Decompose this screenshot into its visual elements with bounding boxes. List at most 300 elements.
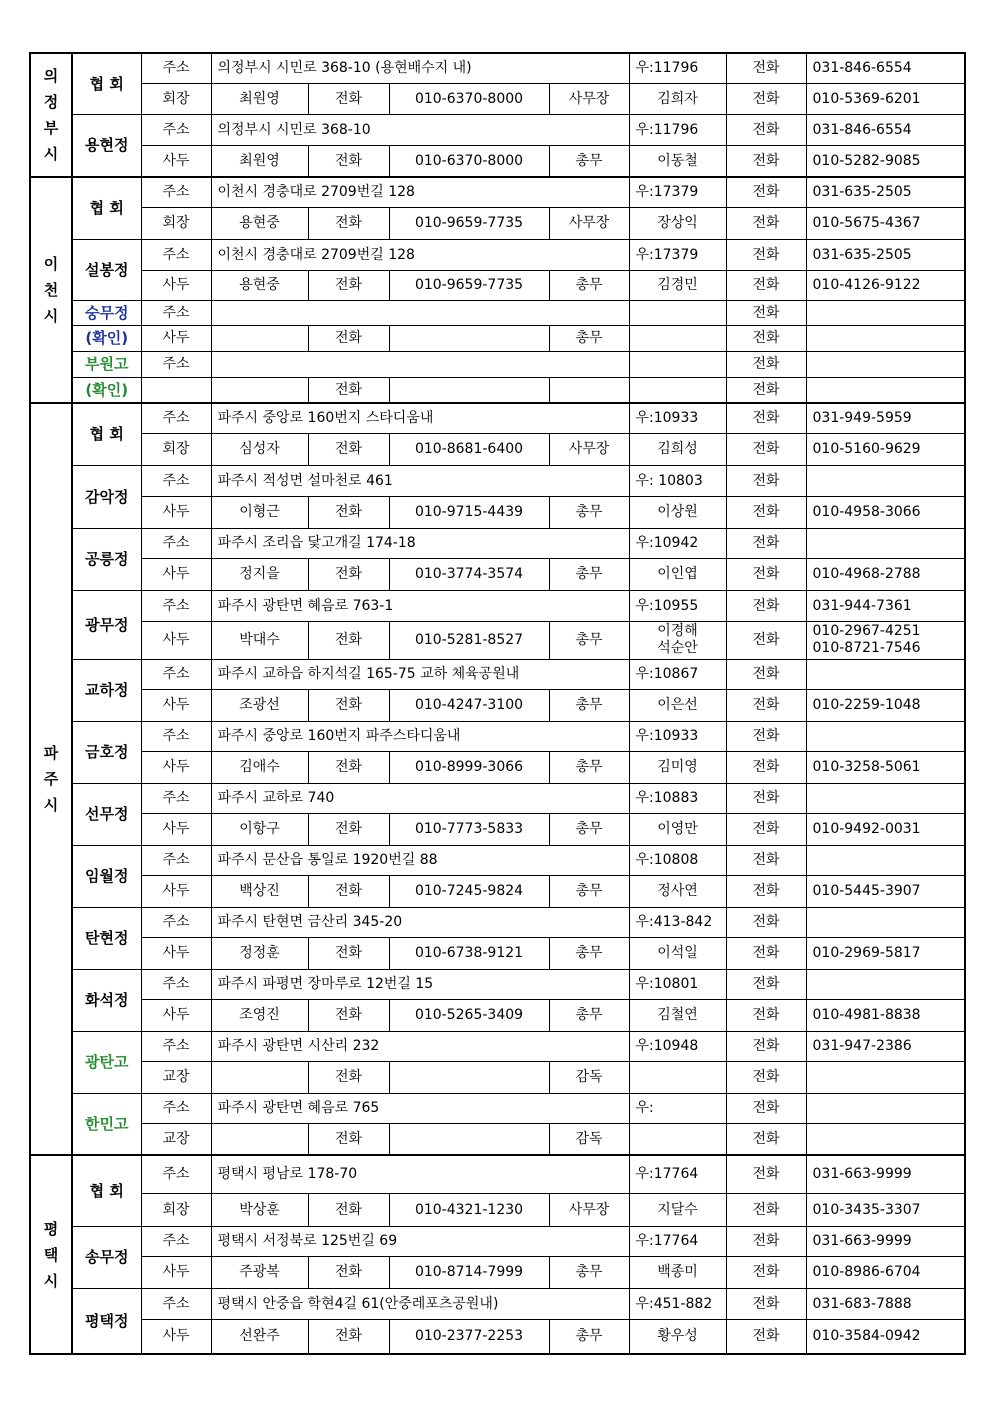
- phone-label: 전화: [726, 377, 806, 403]
- phone-label: 전화: [308, 1061, 389, 1093]
- address-label: 주소: [141, 1093, 211, 1123]
- person-name: 박상훈: [211, 1193, 308, 1226]
- address-row: [30, 1031, 965, 1061]
- phone-number: [806, 783, 965, 813]
- phone-number: 010-6370-8000: [389, 83, 549, 114]
- phone-label: 전화: [726, 83, 806, 114]
- role-label: 총무: [549, 875, 629, 907]
- person-name: 심성자: [211, 433, 308, 465]
- phone-label: 전화: [726, 1093, 806, 1123]
- role-label: 사두: [141, 689, 211, 721]
- phone-number: 010-8681-6400: [389, 433, 549, 465]
- postal-code: 우:17764: [629, 1155, 726, 1193]
- phone-number: 031-846-6554: [806, 53, 965, 83]
- postal-code: 우:11796: [629, 114, 726, 145]
- role-label: 총무: [549, 813, 629, 845]
- person-name: 백상진: [211, 875, 308, 907]
- phone-label: 전화: [308, 937, 389, 969]
- person-name: [629, 325, 726, 351]
- phone-label: 전화: [726, 465, 806, 496]
- org-name: 송무정: [72, 1226, 141, 1288]
- org-name: 설봉정: [72, 239, 141, 300]
- address-value: 파주시 적성면 설마천로 461: [211, 465, 629, 496]
- contact-row: [30, 1256, 965, 1288]
- role-label: 사무장: [549, 83, 629, 114]
- phone-number: 010-8714-7999: [389, 1256, 549, 1288]
- postal-code: 우:451-882: [629, 1288, 726, 1319]
- contact-row: [30, 83, 965, 114]
- person-name: 정사연: [629, 875, 726, 907]
- postal-code: 우:17379: [629, 177, 726, 207]
- phone-label: 전화: [726, 207, 806, 239]
- address-value: 파주시 광탄면 시산리 232: [211, 1031, 629, 1061]
- person-name: 김철연: [629, 999, 726, 1031]
- phone-number: 010-3774-3574: [389, 558, 549, 590]
- phone-number: 010-4958-3066: [806, 496, 965, 528]
- phone-number: 010-3258-5061: [806, 751, 965, 783]
- phone-number: 031-663-9999: [806, 1226, 965, 1256]
- phone-number: 010-8986-6704: [806, 1256, 965, 1288]
- phone-label: 전화: [726, 1319, 806, 1354]
- address-label: 주소: [141, 783, 211, 813]
- org-name: 감악정: [72, 465, 141, 528]
- address-row: [30, 969, 965, 999]
- phone-label: 전화: [726, 813, 806, 845]
- org-name: 선무정: [72, 783, 141, 845]
- phone-label: 전화: [726, 721, 806, 751]
- person-name: 용현중: [211, 207, 308, 239]
- phone-number: [806, 659, 965, 689]
- role-label: 사두: [141, 1319, 211, 1354]
- phone-number: 031-947-2386: [806, 1031, 965, 1061]
- role-label: 총무: [549, 1319, 629, 1354]
- person-name: [211, 1061, 308, 1093]
- person-name: 이형근: [211, 496, 308, 528]
- phone-label: 전화: [308, 1123, 389, 1155]
- postal-code: 우:: [629, 1093, 726, 1123]
- role-label: 총무: [549, 999, 629, 1031]
- person-name-line: 석순안: [657, 640, 698, 656]
- contact-row: [30, 1319, 965, 1354]
- address-value: 파주시 교하로 740: [211, 783, 629, 813]
- role-label: 사무장: [549, 207, 629, 239]
- phone-label: 전화: [726, 433, 806, 465]
- postal-code: 우:10801: [629, 969, 726, 999]
- phone-label: 전화: [726, 1155, 806, 1193]
- address-row: [30, 1226, 965, 1256]
- address-row: [30, 300, 965, 325]
- address-value: 파주시 탄현면 금산리 345-20: [211, 907, 629, 937]
- address-value: 파주시 파평면 장마루로 12번길 15: [211, 969, 629, 999]
- address-label: 주소: [141, 177, 211, 207]
- address-label: 주소: [141, 1226, 211, 1256]
- role-label: 총무: [549, 145, 629, 177]
- address-row: [30, 845, 965, 875]
- phone-number: [806, 1093, 965, 1123]
- role-label: [549, 377, 629, 403]
- phone-label: 전화: [726, 751, 806, 783]
- org-name: 협 회: [72, 403, 141, 465]
- contact-row: [30, 1123, 965, 1155]
- phone-number: 010-5281-8527: [389, 621, 549, 659]
- role-label: 사두: [141, 937, 211, 969]
- phone-label: 전화: [726, 783, 806, 813]
- phone-number: 010-4247-3100: [389, 689, 549, 721]
- role-label: 총무: [549, 937, 629, 969]
- phone-number: 031-663-9999: [806, 1155, 965, 1193]
- phone-number: [806, 528, 965, 558]
- phone-label: 전화: [726, 300, 806, 325]
- phone-number: [806, 465, 965, 496]
- role-label: 사두: [141, 558, 211, 590]
- address-label: 주소: [141, 465, 211, 496]
- phone-number: 010-5675-4367: [806, 207, 965, 239]
- city-name: 평 택 시: [30, 1155, 72, 1354]
- role-label: 교장: [141, 1123, 211, 1155]
- role-label: 총무: [549, 751, 629, 783]
- phone-label: 전화: [726, 689, 806, 721]
- phone-label: 전화: [308, 377, 389, 403]
- postal-code: 우:10808: [629, 845, 726, 875]
- phone-number: [389, 1061, 549, 1093]
- phone-number-line: 010-2967-4251: [812, 623, 921, 639]
- phone-label: 전화: [308, 1319, 389, 1354]
- phone-number: 010-5265-3409: [389, 999, 549, 1031]
- address-row: [30, 177, 965, 207]
- address-row: [30, 721, 965, 751]
- address-row: [30, 1155, 965, 1193]
- address-value: 평택시 안중읍 학현4길 61(안중레포츠공원내): [211, 1288, 629, 1319]
- org-name: 숭무정: [72, 300, 141, 325]
- person-name: 박대수: [211, 621, 308, 659]
- postal-code: [629, 300, 726, 325]
- phone-number: [806, 845, 965, 875]
- contact-row: [30, 558, 965, 590]
- address-row: [30, 907, 965, 937]
- address-label: 주소: [141, 114, 211, 145]
- contact-row: [30, 145, 965, 177]
- phone-number: 010-9492-0031: [806, 813, 965, 845]
- person-name: 용현중: [211, 270, 308, 300]
- org-name: 임월정: [72, 845, 141, 907]
- phone-label: 전화: [726, 177, 806, 207]
- postal-code: 우:17764: [629, 1226, 726, 1256]
- contact-row: [30, 207, 965, 239]
- phone-number: [806, 621, 965, 659]
- phone-number: 010-9659-7735: [389, 270, 549, 300]
- phone-label: 전화: [308, 83, 389, 114]
- address-value: 평택시 서정북로 125번길 69: [211, 1226, 629, 1256]
- phone-label: 전화: [726, 53, 806, 83]
- postal-code: 우:413-842: [629, 907, 726, 937]
- address-value: 파주시 광탄면 혜음로 765: [211, 1093, 629, 1123]
- role-label: 사두: [141, 875, 211, 907]
- role-label: 교장: [141, 1061, 211, 1093]
- phone-label: 전화: [726, 659, 806, 689]
- contact-row: [30, 433, 965, 465]
- phone-label: 전화: [308, 433, 389, 465]
- address-row: [30, 1093, 965, 1123]
- org-name: 협 회: [72, 177, 141, 239]
- phone-label: 전화: [726, 145, 806, 177]
- org-name: 평택정: [72, 1288, 141, 1354]
- postal-code: 우:17379: [629, 239, 726, 270]
- phone-label: 전화: [726, 325, 806, 351]
- postal-code: 우: 10803: [629, 465, 726, 496]
- postal-code: 우:11796: [629, 53, 726, 83]
- address-value: 평택시 평남로 178-70: [211, 1155, 629, 1193]
- phone-label: 전화: [726, 1031, 806, 1061]
- address-row: [30, 465, 965, 496]
- address-label: 주소: [141, 845, 211, 875]
- phone-number: 010-2377-2253: [389, 1319, 549, 1354]
- phone-label: 전화: [726, 1123, 806, 1155]
- address-value: 파주시 조리읍 닻고개길 174-18: [211, 528, 629, 558]
- phone-number: 010-4981-8838: [806, 999, 965, 1031]
- phone-number: 010-6738-9121: [389, 937, 549, 969]
- contact-row: [30, 937, 965, 969]
- person-name: 이석일: [629, 937, 726, 969]
- phone-label: 전화: [726, 1193, 806, 1226]
- postal-code: 우:10955: [629, 590, 726, 621]
- postal-code: 우:10933: [629, 403, 726, 433]
- phone-number: [806, 377, 965, 403]
- phone-number: 010-4968-2788: [806, 558, 965, 590]
- person-name: [211, 325, 308, 351]
- phone-number: [806, 351, 965, 377]
- phone-number: 031-635-2505: [806, 177, 965, 207]
- phone-label: 전화: [726, 496, 806, 528]
- phone-number: [806, 300, 965, 325]
- phone-number: 010-5160-9629: [806, 433, 965, 465]
- org-name: 용현정: [72, 114, 141, 177]
- role-label: 사두: [141, 145, 211, 177]
- phone-number: [806, 721, 965, 751]
- phone-number: 010-2259-1048: [806, 689, 965, 721]
- address-value: 파주시 교하읍 하지석길 165-75 교하 체육공원내: [211, 659, 629, 689]
- org-name: 교하정: [72, 659, 141, 721]
- role-label: 총무: [549, 621, 629, 659]
- address-label: 주소: [141, 1288, 211, 1319]
- org-name: 공릉정: [72, 528, 141, 590]
- person-name: [629, 377, 726, 403]
- person-name: 조영진: [211, 999, 308, 1031]
- org-name: 화석정: [72, 969, 141, 1031]
- person-name: 이항구: [211, 813, 308, 845]
- phone-number: [389, 325, 549, 351]
- phone-number: [806, 1123, 965, 1155]
- phone-number: [806, 969, 965, 999]
- phone-label: 전화: [726, 999, 806, 1031]
- phone-number: 010-4126-9122: [806, 270, 965, 300]
- person-name-line: 이경해: [657, 623, 698, 639]
- contact-row: [30, 875, 965, 907]
- phone-label: 전화: [726, 590, 806, 621]
- phone-label: 전화: [726, 270, 806, 300]
- contact-row: [30, 751, 965, 783]
- address-value: 파주시 중앙로 160번지 파주스타디움내: [211, 721, 629, 751]
- person-name: 김희성: [629, 433, 726, 465]
- person-name: 주광복: [211, 1256, 308, 1288]
- role-label: 총무: [549, 496, 629, 528]
- role-label: 총무: [549, 270, 629, 300]
- phone-number: 010-8999-3066: [389, 751, 549, 783]
- role-label: 사두: [141, 751, 211, 783]
- address-label: 주소: [141, 907, 211, 937]
- city-name: 파 주 시: [30, 403, 72, 1155]
- phone-number: 031-944-7361: [806, 590, 965, 621]
- person-name: 정지을: [211, 558, 308, 590]
- role-label: [141, 377, 211, 403]
- phone-label: 전화: [308, 1193, 389, 1226]
- city-name: 이 천 시: [30, 177, 72, 403]
- person-name: 이영만: [629, 813, 726, 845]
- phone-label: 전화: [308, 207, 389, 239]
- address-value: 파주시 문산읍 통일로 1920번길 88: [211, 845, 629, 875]
- phone-label: 전화: [726, 351, 806, 377]
- phone-number: 010-7245-9824: [389, 875, 549, 907]
- postal-code: 우:10942: [629, 528, 726, 558]
- address-label: 주소: [141, 528, 211, 558]
- person-name: 김미영: [629, 751, 726, 783]
- phone-number: 010-7773-5833: [389, 813, 549, 845]
- address-row: [30, 783, 965, 813]
- address-row: [30, 351, 965, 377]
- phone-number: 031-949-5959: [806, 403, 965, 433]
- role-label: 사두: [141, 813, 211, 845]
- org-name: 협 회: [72, 1155, 141, 1226]
- address-label: 주소: [141, 659, 211, 689]
- address-value: 의정부시 시민로 368-10: [211, 114, 629, 145]
- phone-label: 전화: [726, 621, 806, 659]
- phone-number: [806, 907, 965, 937]
- person-name: 황우성: [629, 1319, 726, 1354]
- role-label: 회장: [141, 207, 211, 239]
- phone-number: 010-5369-6201: [806, 83, 965, 114]
- address-label: 주소: [141, 300, 211, 325]
- address-row: [30, 403, 965, 433]
- address-value: [211, 300, 629, 325]
- address-row: [30, 239, 965, 270]
- person-name: [211, 377, 308, 403]
- phone-number: 010-5445-3907: [806, 875, 965, 907]
- role-label: 감독: [549, 1123, 629, 1155]
- role-label: 회장: [141, 83, 211, 114]
- phone-label: 전화: [726, 845, 806, 875]
- address-value: 파주시 광탄면 혜음로 763-1: [211, 590, 629, 621]
- role-label: 회장: [141, 433, 211, 465]
- role-label: 총무: [549, 1256, 629, 1288]
- phone-number: [806, 1061, 965, 1093]
- address-value: 파주시 중앙로 160번지 스타디움내: [211, 403, 629, 433]
- contact-row: [30, 689, 965, 721]
- role-label: 사두: [141, 1256, 211, 1288]
- phone-number: 031-635-2505: [806, 239, 965, 270]
- phone-label: 전화: [726, 1226, 806, 1256]
- address-row: [30, 1288, 965, 1319]
- phone-label: 전화: [308, 751, 389, 783]
- address-row: [30, 528, 965, 558]
- person-name: 조광선: [211, 689, 308, 721]
- person-name: [211, 1123, 308, 1155]
- org-name: 금호정: [72, 721, 141, 783]
- postal-code: 우:10933: [629, 721, 726, 751]
- phone-label: 전화: [726, 907, 806, 937]
- role-label: 회장: [141, 1193, 211, 1226]
- role-label: 사두: [141, 496, 211, 528]
- org-name: 광무정: [72, 590, 141, 659]
- contact-row: [30, 377, 965, 403]
- person-name: [629, 621, 726, 659]
- phone-label: 전화: [726, 937, 806, 969]
- phone-number: 010-3435-3307: [806, 1193, 965, 1226]
- phone-label: 전화: [308, 999, 389, 1031]
- address-label: 주소: [141, 1031, 211, 1061]
- postal-code: [629, 351, 726, 377]
- person-name: 최원영: [211, 83, 308, 114]
- person-name: [629, 1123, 726, 1155]
- person-name: 김희자: [629, 83, 726, 114]
- city-name: 의 정 부 시: [30, 53, 72, 177]
- phone-label: 전화: [726, 1061, 806, 1093]
- address-label: 주소: [141, 239, 211, 270]
- phone-number: 010-4321-1230: [389, 1193, 549, 1226]
- role-label: 사두: [141, 270, 211, 300]
- org-name: 협 회: [72, 53, 141, 114]
- phone-number: 010-2969-5817: [806, 937, 965, 969]
- phone-label: 전화: [308, 689, 389, 721]
- person-name: 이동철: [629, 145, 726, 177]
- phone-label: 전화: [308, 145, 389, 177]
- phone-label: 전화: [308, 813, 389, 845]
- role-label: 사무장: [549, 1193, 629, 1226]
- org-status-note: (확인): [72, 377, 141, 403]
- phone-label: 전화: [726, 969, 806, 999]
- phone-number: 010-5282-9085: [806, 145, 965, 177]
- address-value: 이천시 경충대로 2709번길 128: [211, 177, 629, 207]
- address-label: 주소: [141, 351, 211, 377]
- phone-label: 전화: [726, 239, 806, 270]
- postal-code: 우:10883: [629, 783, 726, 813]
- phone-number: [389, 1123, 549, 1155]
- phone-label: 전화: [726, 528, 806, 558]
- phone-label: 전화: [308, 558, 389, 590]
- contact-row: [30, 813, 965, 845]
- person-name: [629, 1061, 726, 1093]
- address-label: 주소: [141, 969, 211, 999]
- phone-number: 031-846-6554: [806, 114, 965, 145]
- person-name: 이인엽: [629, 558, 726, 590]
- address-label: 주소: [141, 53, 211, 83]
- person-name: 이은선: [629, 689, 726, 721]
- phone-label: 전화: [726, 1256, 806, 1288]
- phone-label: 전화: [308, 621, 389, 659]
- phone-label: 전화: [726, 114, 806, 145]
- role-label: 감독: [549, 1061, 629, 1093]
- phone-label: 전화: [308, 325, 389, 351]
- address-label: 주소: [141, 721, 211, 751]
- person-name: 이상원: [629, 496, 726, 528]
- phone-number: 031-683-7888: [806, 1288, 965, 1319]
- address-row: [30, 53, 965, 83]
- role-label: 총무: [549, 558, 629, 590]
- contact-row: [30, 1061, 965, 1093]
- org-name: 광탄고: [72, 1031, 141, 1093]
- phone-number-line: 010-8721-7546: [812, 640, 921, 656]
- role-label: 사두: [141, 325, 211, 351]
- address-label: 주소: [141, 1155, 211, 1193]
- role-label: 사무장: [549, 433, 629, 465]
